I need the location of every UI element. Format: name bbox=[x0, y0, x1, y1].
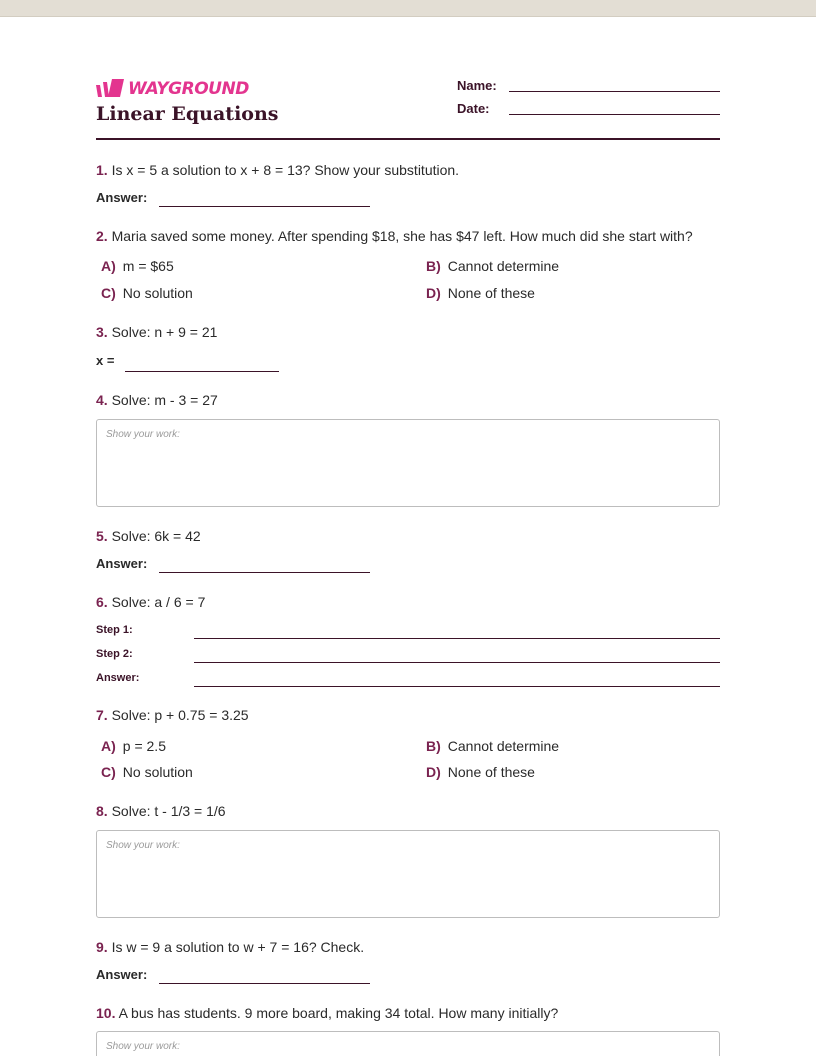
option-letter: C) bbox=[101, 285, 116, 301]
option-text: p = 2.5 bbox=[122, 738, 166, 754]
question-2 bbox=[96, 228, 693, 244]
option-text: m = $65 bbox=[122, 258, 174, 274]
answer-label: x = bbox=[96, 353, 115, 368]
option-d[interactable] bbox=[426, 764, 535, 780]
question-text: Solve: t - 1/3 = 1/6 bbox=[111, 803, 226, 819]
date-label: Date: bbox=[457, 101, 490, 116]
question-number: 8. bbox=[96, 803, 108, 819]
work-box[interactable] bbox=[96, 419, 720, 507]
viewer-top-bar bbox=[0, 0, 816, 17]
option-text: None of these bbox=[447, 764, 535, 780]
option-c[interactable] bbox=[101, 764, 193, 780]
question-6 bbox=[96, 594, 205, 610]
option-text: No solution bbox=[122, 764, 193, 780]
option-letter: A) bbox=[101, 258, 116, 274]
question-number: 6. bbox=[96, 594, 108, 610]
answer-field[interactable] bbox=[125, 371, 279, 372]
option-a[interactable] bbox=[101, 258, 174, 274]
question-text: Solve: p + 0.75 = 3.25 bbox=[111, 707, 249, 723]
answer-field[interactable] bbox=[159, 572, 370, 573]
option-a[interactable] bbox=[101, 738, 166, 754]
option-c[interactable] bbox=[101, 285, 193, 301]
option-letter: A) bbox=[101, 738, 116, 754]
step-2-label: Step 2: bbox=[96, 648, 133, 660]
question-text: Solve: m - 3 = 27 bbox=[111, 392, 218, 408]
option-d[interactable] bbox=[426, 285, 535, 301]
name-field[interactable] bbox=[509, 91, 720, 92]
question-5 bbox=[96, 528, 201, 544]
question-1 bbox=[96, 162, 459, 178]
page-title: Linear Equations bbox=[96, 103, 279, 125]
brand-name: WAYGROUND bbox=[128, 79, 249, 99]
work-hint: Show your work: bbox=[106, 429, 180, 440]
step-answer-label: Answer: bbox=[96, 672, 140, 684]
option-text: Cannot determine bbox=[447, 738, 560, 754]
work-box[interactable] bbox=[96, 830, 720, 918]
question-text: Solve: 6k = 42 bbox=[111, 528, 201, 544]
option-letter: C) bbox=[101, 764, 116, 780]
option-b[interactable] bbox=[426, 258, 559, 274]
question-number: 3. bbox=[96, 324, 108, 340]
question-7 bbox=[96, 707, 249, 723]
question-3 bbox=[96, 324, 217, 340]
step-answer-field[interactable] bbox=[194, 686, 720, 687]
question-4 bbox=[96, 392, 218, 408]
question-text: Solve: a / 6 = 7 bbox=[111, 594, 206, 610]
question-number: 4. bbox=[96, 392, 108, 408]
step-1-label: Step 1: bbox=[96, 624, 133, 636]
answer-field[interactable] bbox=[159, 206, 370, 207]
question-number: 7. bbox=[96, 707, 108, 723]
question-text: Solve: n + 9 = 21 bbox=[111, 324, 218, 340]
question-number: 1. bbox=[96, 162, 108, 178]
question-number: 10. bbox=[96, 1005, 116, 1021]
question-8 bbox=[96, 803, 226, 819]
wayground-logo-icon bbox=[96, 79, 126, 99]
option-text: No solution bbox=[122, 285, 193, 301]
work-box[interactable] bbox=[96, 1031, 720, 1056]
question-number: 5. bbox=[96, 528, 108, 544]
option-b[interactable] bbox=[426, 738, 559, 754]
brand-logo bbox=[96, 78, 249, 100]
answer-label: Answer: bbox=[96, 190, 148, 205]
question-text: A bus has students. 9 more board, making 34 total. How many initially? bbox=[118, 1005, 559, 1021]
question-9 bbox=[96, 939, 364, 955]
question-text: Is w = 9 a solution to w + 7 = 16? Check. bbox=[111, 939, 365, 955]
question-number: 9. bbox=[96, 939, 108, 955]
step-1-field[interactable] bbox=[194, 638, 720, 639]
question-text: Is x = 5 a solution to x + 8 = 13? Show your substitution. bbox=[111, 162, 460, 178]
option-letter: B) bbox=[426, 258, 441, 274]
option-text: None of these bbox=[447, 285, 535, 301]
option-letter: D) bbox=[426, 285, 441, 301]
question-10 bbox=[96, 1005, 558, 1021]
option-letter: D) bbox=[426, 764, 441, 780]
question-number: 2. bbox=[96, 228, 108, 244]
option-text: Cannot determine bbox=[447, 258, 560, 274]
question-text: Maria saved some money. After spending $18, she has $47 left. How much did she start with? bbox=[111, 228, 693, 244]
answer-label: Answer: bbox=[96, 967, 148, 982]
header-divider bbox=[96, 138, 720, 140]
name-label: Name: bbox=[457, 78, 497, 93]
answer-field[interactable] bbox=[159, 983, 370, 984]
option-letter: B) bbox=[426, 738, 441, 754]
step-2-field[interactable] bbox=[194, 662, 720, 663]
date-field[interactable] bbox=[509, 114, 720, 115]
answer-label: Answer: bbox=[96, 556, 148, 571]
work-hint: Show your work: bbox=[106, 840, 180, 851]
work-hint: Show your work: bbox=[106, 1041, 180, 1052]
